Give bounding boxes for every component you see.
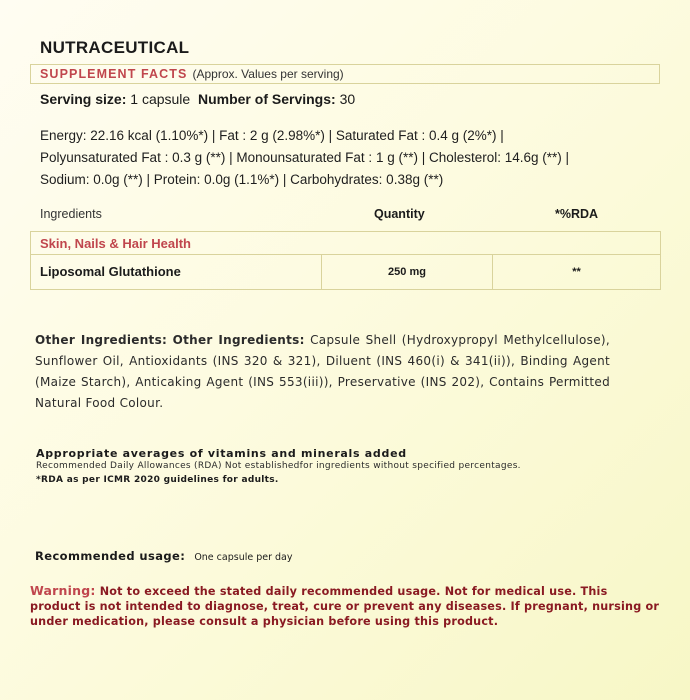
supplement-facts-label: SUPPLEMENT FACTS [40,67,188,81]
ingredient-category [30,231,661,255]
servings-count-label: Number of Servings: [197,91,336,107]
header-ingredients: Ingredients [40,207,102,221]
recommended-usage [35,545,293,564]
icmr-note: *RDA as per ICMR 2020 guidelines for adults. [36,475,279,485]
ingredient-name: Liposomal Glutathione [31,254,322,289]
warning-label: Warning: [30,583,96,598]
usage-value: One capsule per day [194,552,293,563]
serving-info [40,91,355,107]
header-rda: *%RDA [555,207,599,221]
other-ingredients-label-repeat: Other Ingredients: [172,333,305,347]
other-ingredients [35,330,610,414]
serving-size-value: 1 capsule [130,91,191,107]
warning-text: Not to exceed the stated daily recommended usage. Not for medical use. This product is not intended to diagnose, treat, cure or prevent any diseases. If pregnant, nursing or under medication, please consult a physician before using this product. [30,585,660,628]
servings-count-value: 30 [339,91,356,107]
supplement-facts-header [30,64,660,84]
serving-size-label: Serving size: [40,91,127,107]
nutrition-line: Energy: 22.16 kcal (1.10%*) | Fat : 2 g (2.98%*) | Saturated Fat : 0.4 g (2%*) | [40,128,504,143]
rda-note: Recommended Daily Allowances (RDA) Not establishedfor ingredients without specified percentages. [36,461,521,471]
table-row [30,254,661,290]
warning [30,583,660,629]
usage-label: Recommended usage: [35,549,186,563]
page-title: NUTRACEUTICAL [40,38,190,57]
nutrition-line: Polyunsaturated Fat : 0.3 g (**) | Monounsaturated Fat : 1 g (**) | Cholesterol: 14.6g (**) | [40,150,570,165]
ingredient-quantity: 250 mg [322,254,493,289]
averages-title: Appropriate averages of vitamins and minerals added [36,447,407,460]
ingredient-rda: ** [572,265,581,278]
header-quantity: Quantity [374,207,425,221]
supplement-facts-note: (Approx. Values per serving) [192,67,344,81]
other-ingredients-text: Capsule Shell (Hydroxypropyl Methylcellulose), Sunflower Oil, Antioxidants (INS 320 & 321), Diluent (INS 460(i) & 341(ii)), Binding Agent (Maize Starch), Anticaking Agent (INS 553(iii)), Preservative (INS 202), Contains Permitted Natural Food Colour. [35,333,610,410]
other-ingredients-label: Other Ingredients: [35,333,168,347]
nutrition-line: Sodium: 0.0g (**) | Protein: 0.0g (1.1%*) | Carbohydrates: 0.38g (**) [40,172,444,187]
category-label: Skin, Nails & Hair Health [40,235,191,251]
